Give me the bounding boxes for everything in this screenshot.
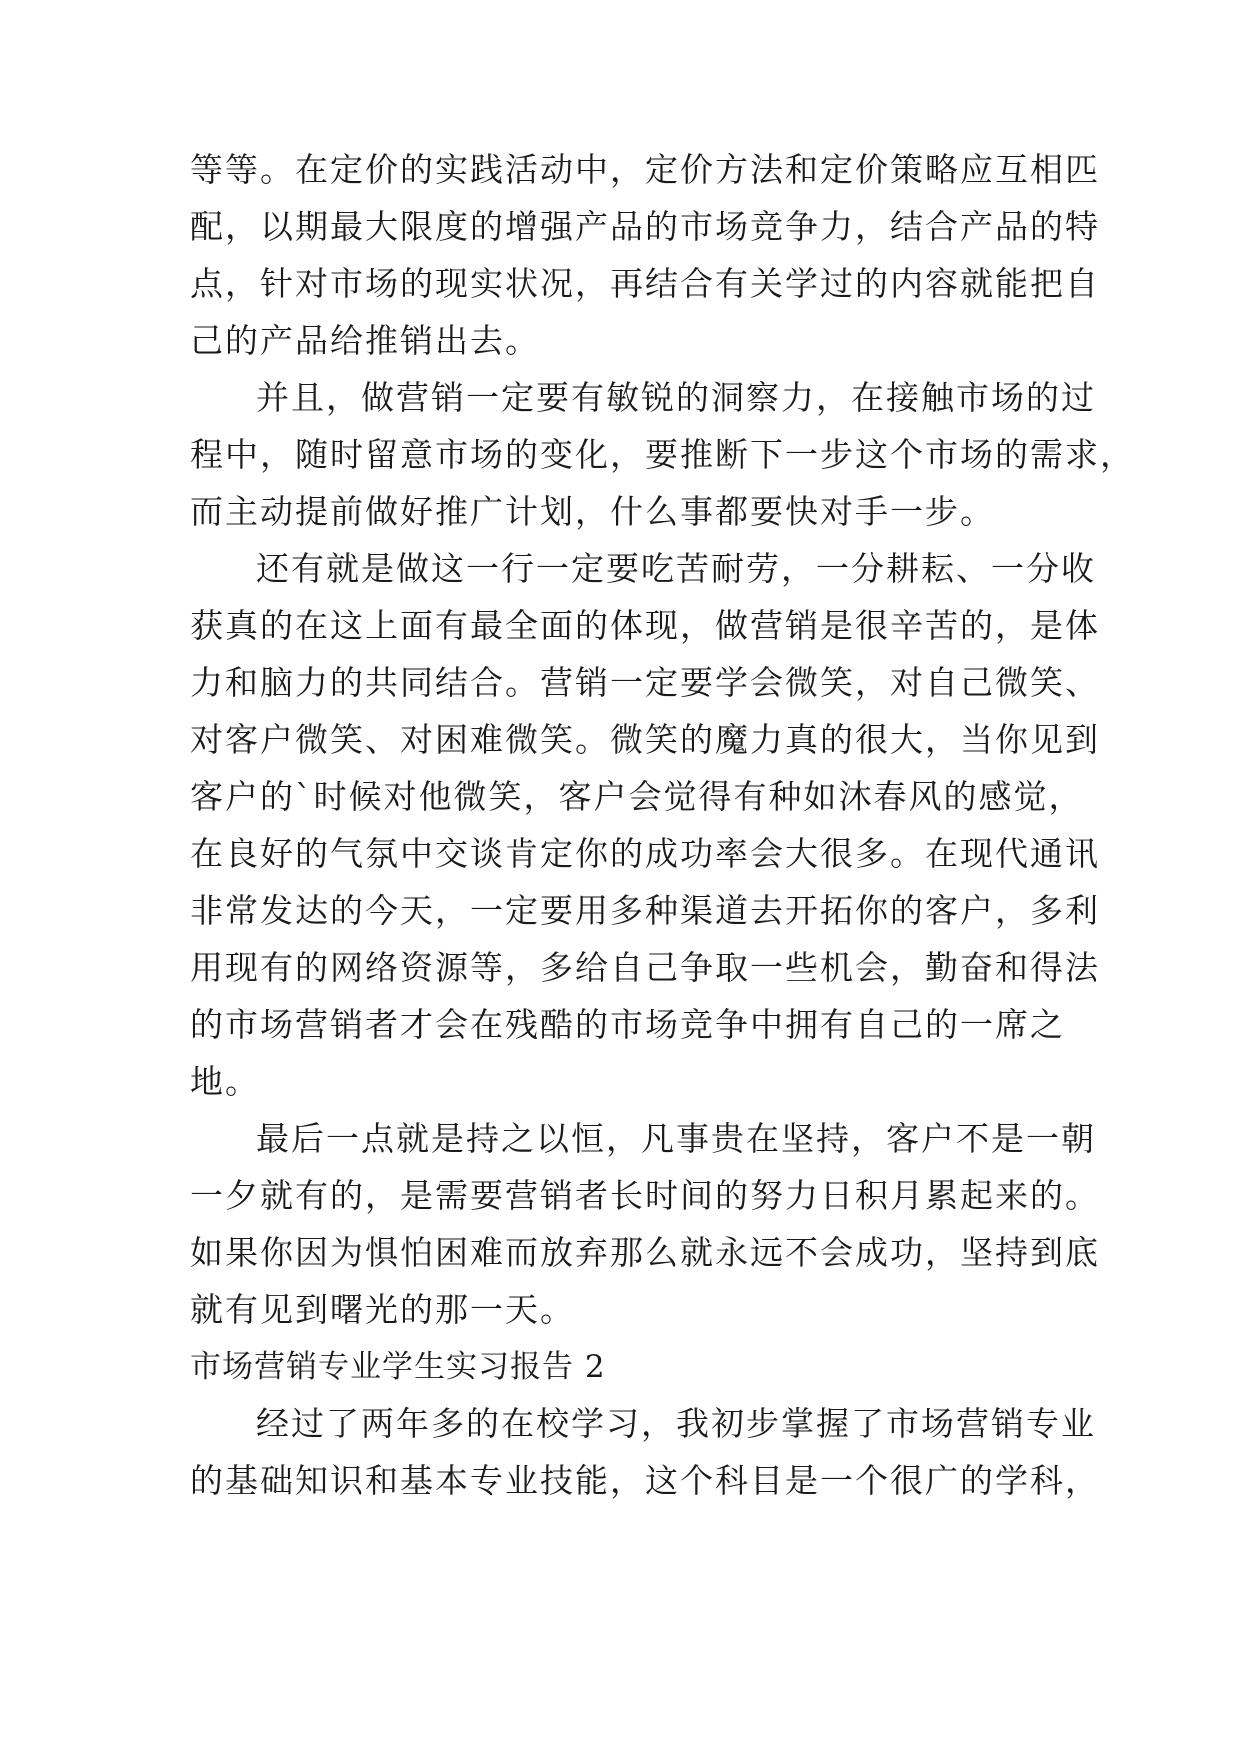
text-line: 的基础知识和基本专业技能，这个科目是一个很广的学科，	[190, 1461, 1100, 1500]
paragraph-first-line: 并且，做营销一定要有敏锐的洞察力，在接触市场的过	[256, 378, 1096, 417]
text-line: 非常发达的今天，一定要用多种渠道去开拓你的客户，多利	[190, 891, 1100, 930]
text-line: 就有见到曙光的那一天。	[190, 1290, 575, 1329]
text-line: 配，以期最大限度的增强产品的市场竞争力，结合产品的特	[190, 207, 1100, 246]
text-line: 一夕就有的，是需要营销者长时间的努力日积月累起来的。	[190, 1176, 1100, 1215]
text-line: 力和脑力的共同结合。营销一定要学会微笑，对自己微笑、	[190, 663, 1100, 702]
paragraph-first-line: 经过了两年多的在校学习，我初步掌握了市场营销专业	[256, 1404, 1096, 1443]
text-line: 程中，随时留意市场的变化，要推断下一步这个市场的需求，	[190, 435, 1135, 474]
text-line: 己的产品给推销出去。	[190, 321, 540, 360]
text-line: 而主动提前做好推广计划，什么事都要快对手一步。	[190, 492, 995, 531]
text-line: 在良好的气氛中交谈肯定你的成功率会大很多。在现代通讯	[190, 834, 1100, 873]
text-line: 等等。在定价的实践活动中，定价方法和定价策略应互相匹	[190, 150, 1100, 189]
text-line: 的市场营销者才会在残酷的市场竞争中拥有自己的一席之	[190, 1005, 1065, 1044]
section-heading: 市场营销专业学生实习报告 2	[190, 1349, 606, 1385]
paragraph-first-line: 最后一点就是持之以恒，凡事贵在坚持，客户不是一朝	[256, 1119, 1096, 1158]
text-line: 如果你因为惧怕困难而放弃那么就永远不会成功，坚持到底	[190, 1233, 1100, 1272]
text-line: 点，针对市场的现实状况，再结合有关学过的内容就能把自	[190, 264, 1100, 303]
text-line: 获真的在这上面有最全面的体现，做营销是很辛苦的，是体	[190, 606, 1100, 645]
text-line: 对客户微笑、对困难微笑。微笑的魔力真的很大，当你见到	[190, 720, 1100, 759]
text-line: 地。	[190, 1062, 260, 1101]
text-line: 用现有的网络资源等，多给自己争取一些机会，勤奋和得法	[190, 948, 1100, 987]
text-line: 客户的`时候对他微笑，客户会觉得有种如沐春风的感觉，	[190, 777, 1084, 816]
paragraph-first-line: 还有就是做这一行一定要吃苦耐劳，一分耕耘、一分收	[256, 549, 1096, 588]
